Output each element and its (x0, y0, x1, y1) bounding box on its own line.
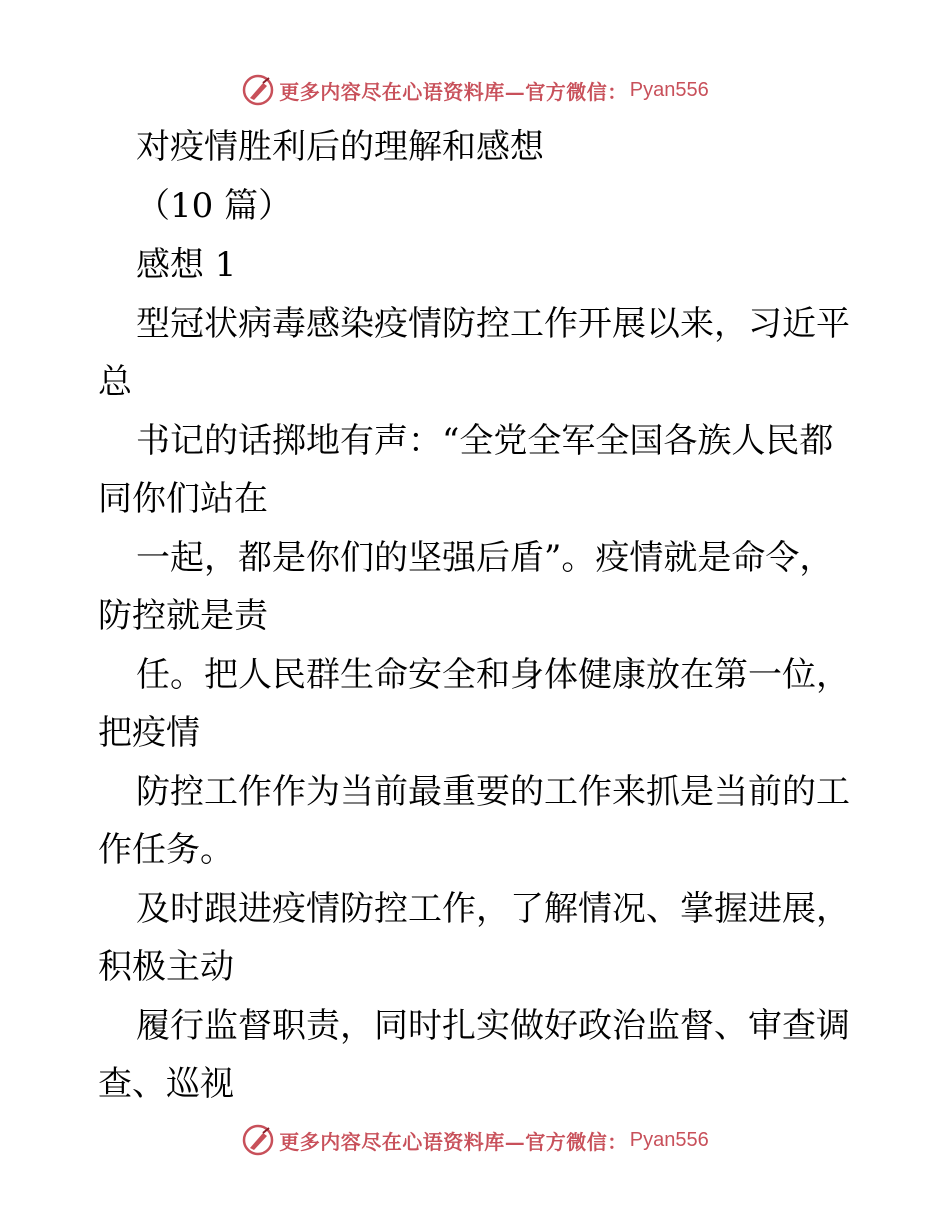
body-line: 总 (98, 362, 132, 402)
body-line: 同你们站在 (98, 479, 268, 519)
banner-text: 更多内容尽在心语资料库—官方微信： (279, 1129, 628, 1154)
body-line: 履行监督职责，同时扎实做好政治监督、审查调 (136, 1006, 850, 1046)
body-line: 防控工作作为当前最重要的工作来抓是当前的工 (136, 772, 850, 812)
document-count: （10 篇） (136, 186, 293, 226)
body-line: 把疫情 (98, 713, 200, 753)
quill-pen-logo-icon (241, 1123, 275, 1157)
body-line: 防控就是责 (98, 596, 268, 636)
banner-wechat-handle: Pyan556 (629, 78, 709, 101)
body-line: 及时跟进疫情防控工作，了解情况、掌握进展， (136, 889, 850, 929)
banner-text: 更多内容尽在心语资料库—官方微信： (279, 79, 628, 104)
document-title: 对疫情胜利后的理解和感想 (136, 127, 544, 167)
body-line: 型冠状病毒感染疫情防控工作开展以来，习近平 (136, 304, 850, 344)
banner-wechat-handle: Pyan556 (629, 1128, 709, 1151)
quill-pen-logo-icon (241, 73, 275, 107)
header-banner (0, 70, 950, 110)
footer-banner (0, 1120, 950, 1160)
body-line: 一起，都是你们的坚强后盾”。疫情就是命令， (136, 538, 834, 578)
body-line: 作任务。 (98, 830, 234, 870)
body-line: 查、巡视 (98, 1064, 234, 1104)
body-line: 任。把人民群生命安全和身体健康放在第一位， (136, 655, 850, 695)
body-line: 积极主动 (98, 947, 234, 987)
section-heading: 感想 1 (136, 245, 237, 285)
body-line: 书记的话掷地有声：“全党全军全国各族人民都 (136, 421, 834, 461)
